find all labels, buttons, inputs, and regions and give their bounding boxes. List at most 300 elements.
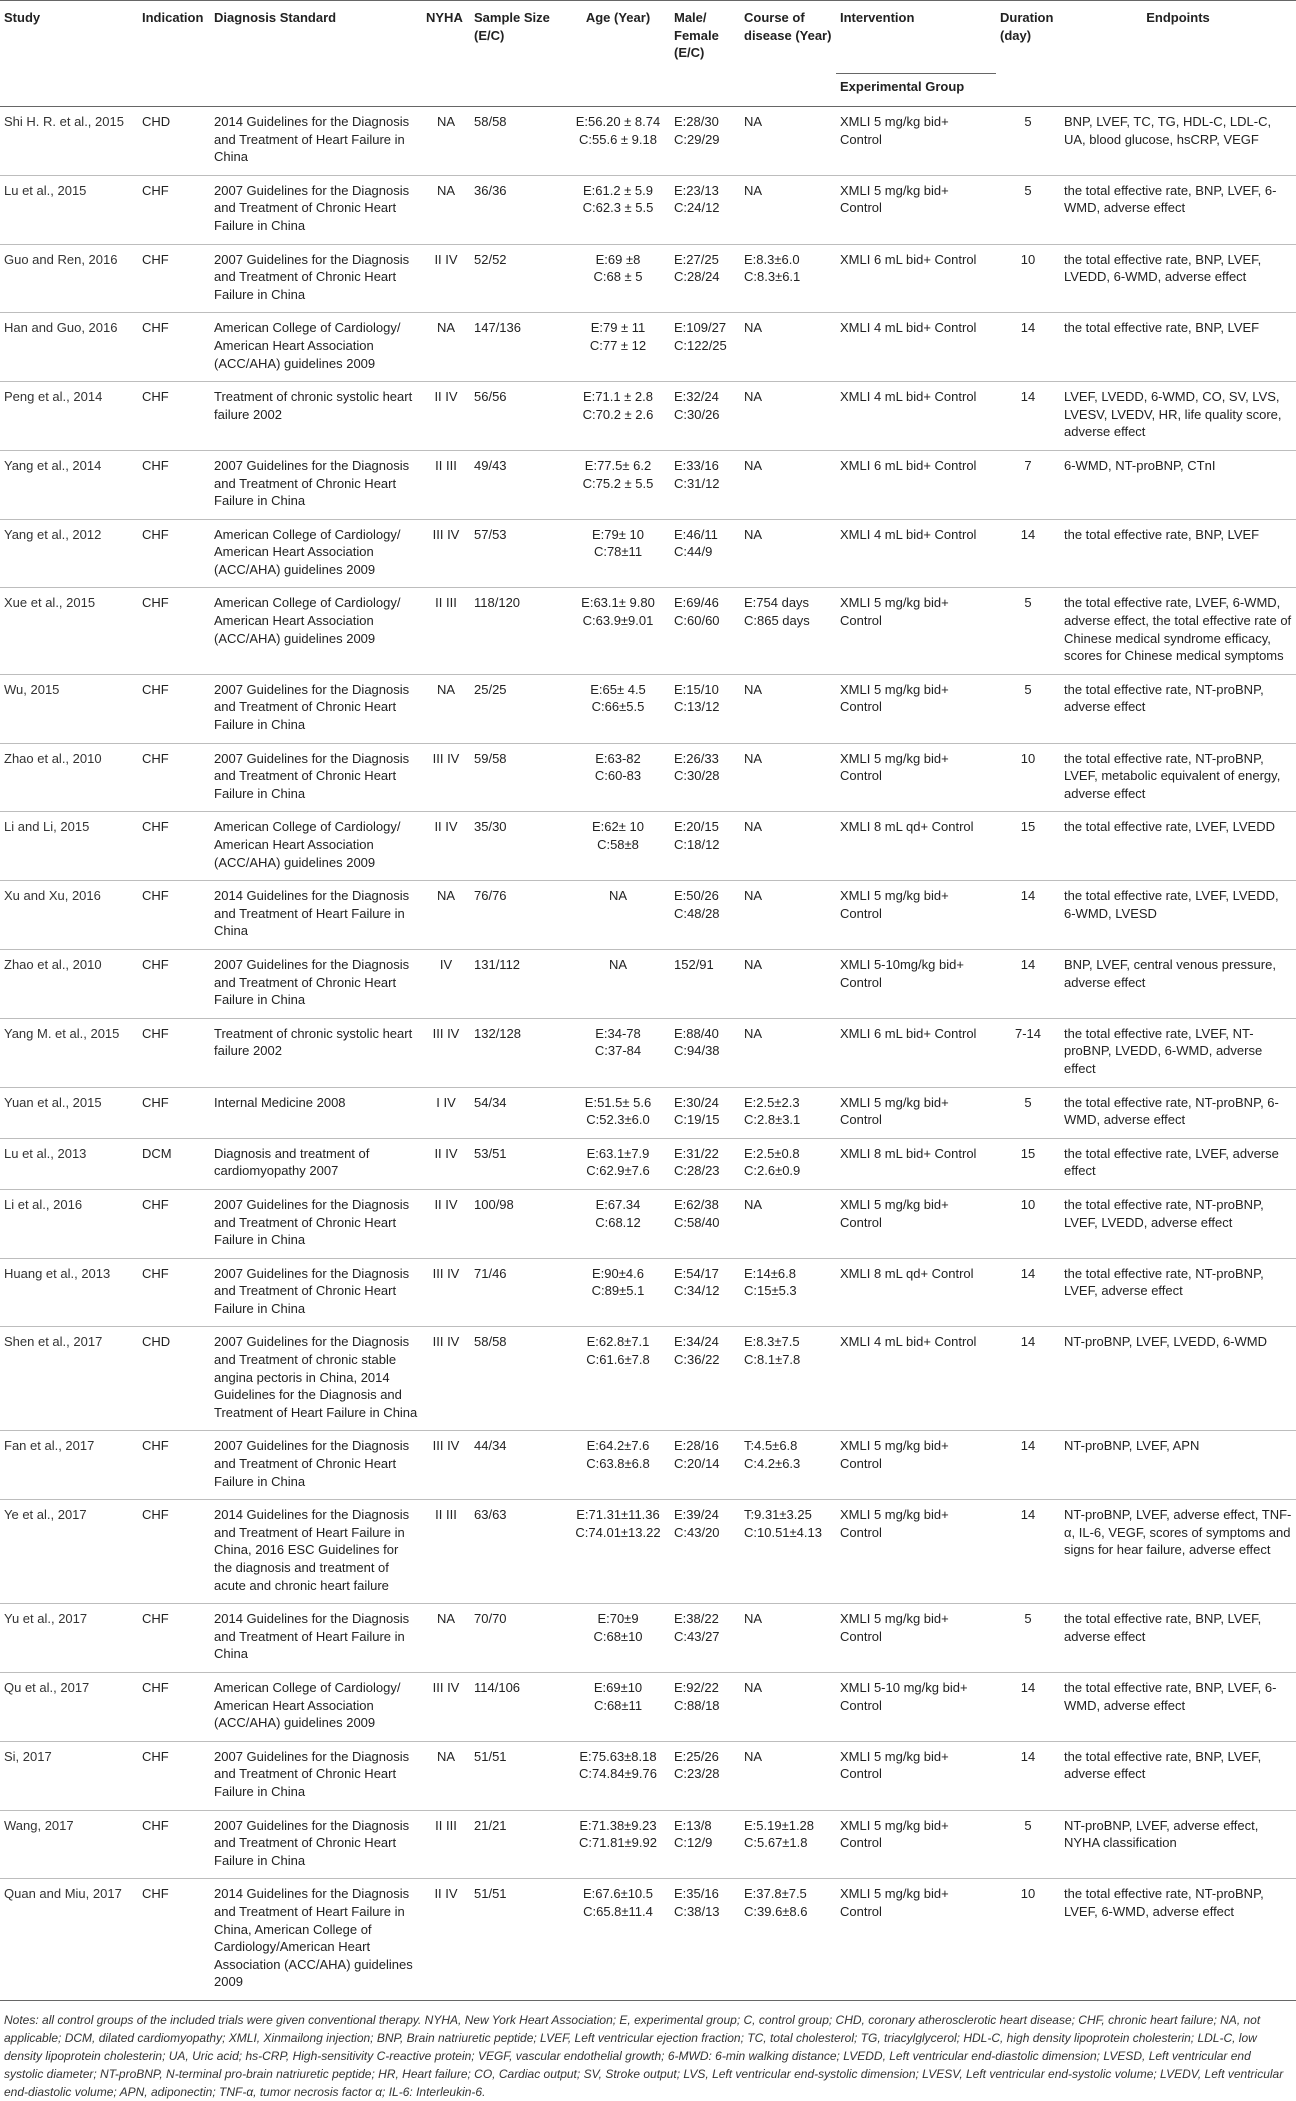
cell-duration: 5 <box>1024 681 1032 697</box>
cell-nyha: II III <box>435 457 457 473</box>
cell-male-female: E:34/24 C:36/22 <box>674 1334 720 1368</box>
cell-course: NA <box>744 819 763 835</box>
cell-endpoints: the total effective rate, BNP, LVEF <box>1064 526 1260 542</box>
cell-indication: CHF <box>142 1748 169 1764</box>
cell-diagnosis: Treatment of chronic systolic heart failure 2002 <box>214 1025 413 1059</box>
cell-intervention: XMLI 5 mg/kg bid+ Control <box>840 1611 949 1644</box>
cell-nyha: II IV <box>434 389 458 405</box>
cell-course: E:2.5±0.8 C:2.6±0.9 <box>744 1145 801 1179</box>
cell-duration: 14 <box>1020 526 1036 542</box>
table-row <box>0 1741 1296 1810</box>
cell-male-female: E:50/26 C:48/28 <box>674 888 720 921</box>
cell-intervention: XMLI 5 mg/kg bid+ Control <box>840 182 949 216</box>
cell-endpoints: the total effective rate, LVEF, LVEDD <box>1064 819 1275 835</box>
cell-age: E:51.5± 5.6 C:52.3±6.0 <box>584 1094 652 1128</box>
cell-diagnosis: 2007 Guidelines for the Diagnosis and Treatment of Chronic Heart Failure in China <box>214 1748 410 1799</box>
cell-duration: 10 <box>1020 750 1036 766</box>
cell-sample-size: 71/46 <box>474 1265 507 1281</box>
cell-study: Shen et al., 2017 <box>4 1334 103 1350</box>
cell-duration: 14 <box>1020 389 1036 405</box>
cell-diagnosis: 2007 Guidelines for the Diagnosis and Treatment of Chronic Heart Failure in China <box>214 1438 410 1489</box>
cell-intervention: XMLI 5-10 mg/kg bid+ Control <box>840 1679 968 1713</box>
cell-age: E:63.1±7.9 C:62.9±7.6 <box>586 1145 650 1179</box>
cell-sample-size: 63/63 <box>474 1507 507 1523</box>
header-intervention: Intervention <box>840 10 915 25</box>
cell-duration: 5 <box>1024 1817 1032 1833</box>
cell-course: NA <box>744 1196 763 1212</box>
cell-endpoints: the total effective rate, BNP, LVEF, 6-WMD, adverse effect <box>1064 1679 1277 1713</box>
cell-male-female: E:23/13 C:24/12 <box>674 182 720 216</box>
cell-male-female: E:35/16 C:38/13 <box>674 1886 720 1919</box>
cell-male-female: E:33/16 C:31/12 <box>674 457 720 491</box>
header-sample: Sample Size (E/C) <box>474 10 550 43</box>
table-row <box>0 743 1296 812</box>
cell-intervention: XMLI 8 mL qd+ Control <box>840 819 974 835</box>
cell-duration: 5 <box>1024 1094 1032 1110</box>
cell-endpoints: the total effective rate, LVEF, LVEDD, 6-WMD, LVESD <box>1064 888 1279 921</box>
cell-intervention: XMLI 5-10mg/kg bid+ Control <box>840 956 964 990</box>
table-row <box>0 519 1296 588</box>
cell-endpoints: the total effective rate, LVEF, NT-proBNP, LVEDD, 6-WMD, adverse effect <box>1064 1025 1263 1076</box>
cell-intervention: XMLI 5 mg/kg bid+ Control <box>840 750 949 784</box>
cell-study: Yang et al., 2012 <box>4 526 102 542</box>
cell-indication: DCM <box>142 1145 172 1161</box>
cell-sample-size: 114/106 <box>474 1679 521 1695</box>
cell-study: Yang et al., 2014 <box>4 457 102 473</box>
cell-course: T:9.31±3.25 C:10.51±4.13 <box>744 1507 822 1540</box>
cell-sample-size: 131/112 <box>474 956 521 972</box>
cell-intervention: XMLI 5 mg/kg bid+ Control <box>840 1438 949 1472</box>
cell-duration: 7 <box>1024 457 1032 473</box>
cell-course: NA <box>744 1679 763 1695</box>
cell-course: E:14±6.8 C:15±5.3 <box>744 1265 797 1299</box>
cell-male-female: E:15/10 C:13/12 <box>674 681 720 715</box>
cell-indication: CHF <box>142 1265 169 1281</box>
table-row <box>0 881 1296 950</box>
cell-endpoints: the total effective rate, NT-proBNP, adverse effect <box>1064 681 1264 715</box>
table-row <box>0 244 1296 313</box>
header-sex: Male/ Female (E/C) <box>674 10 719 61</box>
cell-endpoints: NT-proBNP, LVEF, APN <box>1064 1438 1200 1454</box>
header-age: Age (Year) <box>585 10 651 25</box>
cell-endpoints: LVEF, LVEDD, 6-WMD, CO, SV, LVS, LVESV, LVEDV, HR, life quality score, adverse effect <box>1064 389 1282 440</box>
cell-sample-size: 147/136 <box>474 320 521 336</box>
table-row <box>0 1672 1296 1741</box>
cell-male-female: 152/91 <box>674 956 714 972</box>
cell-nyha: II IV <box>434 819 458 835</box>
cell-age: E:63.1± 9.80 C:63.9±9.01 <box>581 595 655 629</box>
cell-course: NA <box>744 320 763 336</box>
cell-duration: 14 <box>1020 1748 1036 1764</box>
cell-duration: 14 <box>1020 956 1036 972</box>
cell-course: E:8.3±6.0 C:8.3±6.1 <box>744 251 801 285</box>
table-notes: Notes: all control groups of the included trials were given conventional therapy. NYHA, New York Heart Association; E, experimental group; C, control group; CHD, coronary atherosclerotic heart disease; CHF, chronic heart failure; NA, not applicable; DCM, dilated cardiomyopathy; XMLI, Xinmailong injection; BNP, Brain natriuretic peptide; LVEF, Left ventricular ejection fraction; TC, total cholesterol; TG, triacylglycerol; HDL-C, high density lipoprotein cholesterin; LDL-C, low density lipoprotein cholesterin; UA, Uric acid; hs-CRP, High-sensitivity C-reactive protein; VEGF, vascular endothelial growth; 6-MWD: 6-min walking distance; LVEDD, Left ventricular end-diastolic dimension; LVESD, Left ventricular end systolic diameter; NT-proBNP, N-terminal pro-brain natriuretic peptide; HR, Heart failure; CO, Cardiac output; SV, Stroke output; LVS, Left ventricular end-systolic dimension; LVESV, Left ventricular end-systolic volume; LVEDV, Left ventricular end-diastolic volume; APN, adiponectin; TNF-α, tumor necrosis factor α; IL-6: Interleukin-6. <box>4 2012 1284 2099</box>
cell-diagnosis: 2007 Guidelines for the Diagnosis and Treatment of Chronic Heart Failure in China <box>214 1265 410 1316</box>
cell-duration: 5 <box>1024 1611 1032 1627</box>
cell-age: E:67.6±10.5 C:65.8±11.4 <box>582 1886 654 1919</box>
cell-duration: 10 <box>1020 251 1036 267</box>
table-row <box>0 1879 1296 2001</box>
cell-nyha: II IV <box>434 1886 458 1902</box>
cell-male-female: E:26/33 C:30/28 <box>674 750 720 784</box>
cell-nyha: III IV <box>432 526 460 542</box>
cell-course: T:4.5±6.8 C:4.2±6.3 <box>744 1438 801 1472</box>
cell-course: NA <box>744 114 763 129</box>
cell-intervention: XMLI 6 mL bid+ Control <box>840 457 977 473</box>
cell-nyha: III IV <box>432 1334 460 1350</box>
header-experimental-group: Experimental Group <box>836 74 996 107</box>
cell-study: Yuan et al., 2015 <box>4 1094 102 1110</box>
cell-duration: 7-14 <box>1014 1025 1042 1041</box>
cell-sample-size: 36/36 <box>474 182 507 198</box>
cell-intervention: XMLI 4 mL bid+ Control <box>840 320 977 336</box>
cell-intervention: XMLI 4 mL bid+ Control <box>840 1334 977 1350</box>
cell-duration: 5 <box>1024 595 1032 611</box>
cell-study: Lu et al., 2015 <box>4 182 87 198</box>
cell-male-female: E:109/27 C:122/25 <box>674 320 727 353</box>
table-row <box>0 1018 1296 1087</box>
cell-duration: 14 <box>1020 1265 1036 1281</box>
cell-intervention: XMLI 8 mL bid+ Control <box>840 1145 977 1161</box>
cell-nyha: III IV <box>432 1679 460 1695</box>
cell-intervention: XMLI 5 mg/kg bid+ Control <box>840 888 949 921</box>
cell-male-female: E:69/46 C:60/60 <box>674 595 720 629</box>
cell-nyha: NA <box>436 182 456 198</box>
table-row <box>0 1138 1296 1189</box>
cell-sample-size: 58/58 <box>474 114 507 129</box>
cell-male-female: E:92/22 C:88/18 <box>674 1679 720 1713</box>
cell-intervention: XMLI 5 mg/kg bid+ Control <box>840 1196 949 1230</box>
cell-nyha: NA <box>436 114 456 129</box>
cell-course: E:37.8±7.5 C:39.6±8.6 <box>744 1886 808 1919</box>
cell-intervention: XMLI 4 mL bid+ Control <box>840 389 977 405</box>
cell-duration: 10 <box>1020 1196 1036 1212</box>
cell-course: E:5.19±1.28 C:5.67±1.8 <box>744 1817 815 1851</box>
cell-study: Si, 2017 <box>4 1748 52 1764</box>
cell-male-female: E:46/11 C:44/9 <box>674 526 718 560</box>
cell-course: E:754 days C:865 days <box>744 595 810 629</box>
cell-age: E:69±10 C:68±11 <box>593 1679 643 1713</box>
cell-course: NA <box>744 457 763 473</box>
cell-duration: 14 <box>1020 1507 1036 1523</box>
cell-duration: 14 <box>1020 320 1036 336</box>
cell-intervention: XMLI 5 mg/kg bid+ Control <box>840 1886 949 1919</box>
cell-intervention: XMLI 5 mg/kg bid+ Control <box>840 1817 949 1851</box>
cell-endpoints: the total effective rate, BNP, LVEF <box>1064 320 1260 336</box>
cell-sample-size: 132/128 <box>474 1025 521 1041</box>
cell-indication: CHF <box>142 1507 169 1523</box>
cell-age: E:56.20 ± 8.74 C:55.6 ± 9.18 <box>575 114 661 147</box>
cell-sample-size: 118/120 <box>474 595 521 611</box>
cell-endpoints: BNP, LVEF, TC, TG, HDL-C, LDL-C, UA, blood glucose, hsCRP, VEGF <box>1064 114 1272 147</box>
cell-endpoints: the total effective rate, BNP, LVEF, LVEDD, 6-WMD, adverse effect <box>1064 251 1262 285</box>
cell-male-female: E:28/16 C:20/14 <box>674 1438 720 1472</box>
cell-diagnosis: 2014 Guidelines for the Diagnosis and Treatment of Heart Failure in China <box>214 114 410 165</box>
cell-sample-size: 54/34 <box>474 1094 507 1110</box>
cell-intervention: XMLI 5 mg/kg bid+ Control <box>840 1748 949 1782</box>
cell-indication: CHF <box>142 1094 169 1110</box>
cell-sample-size: 21/21 <box>474 1817 507 1833</box>
cell-indication: CHD <box>142 114 171 129</box>
cell-diagnosis: 2014 Guidelines for the Diagnosis and Treatment of Heart Failure in China, American College of Cardiology/American Heart Association (ACC/AHA) guidelines 2009 <box>214 1886 413 1990</box>
cell-diagnosis: American College of Cardiology/ American Heart Association (ACC/AHA) guidelines 2009 <box>214 526 401 577</box>
cell-sample-size: 49/43 <box>474 457 507 473</box>
table-row <box>0 175 1296 244</box>
cell-age: E:65± 4.5 C:66±5.5 <box>590 681 646 715</box>
cell-male-female: E:30/24 C:19/15 <box>674 1094 720 1128</box>
cell-study: Wu, 2015 <box>4 681 60 697</box>
table-row <box>0 812 1296 881</box>
cell-indication: CHF <box>142 1025 169 1041</box>
cell-study: Qu et al., 2017 <box>4 1679 90 1695</box>
cell-diagnosis: 2007 Guidelines for the Diagnosis and Treatment of Chronic Heart Failure in China <box>214 182 410 233</box>
cell-study: Li and Li, 2015 <box>4 819 90 835</box>
header-duration: Duration (day) <box>1000 10 1054 43</box>
cell-age: NA <box>608 956 628 972</box>
cell-age: E:34-78 C:37-84 <box>594 1025 642 1059</box>
cell-male-female: E:20/15 C:18/12 <box>674 819 720 852</box>
cell-indication: CHF <box>142 526 169 542</box>
cell-study: Li et al., 2016 <box>4 1196 83 1212</box>
cell-intervention: XMLI 5 mg/kg bid+ Control <box>840 1507 949 1540</box>
cell-course: NA <box>744 526 763 542</box>
cell-study: Lu et al., 2013 <box>4 1145 87 1161</box>
cell-course: NA <box>744 1025 763 1041</box>
cell-duration: 14 <box>1020 1679 1036 1695</box>
table-row <box>0 382 1296 451</box>
cell-indication: CHF <box>142 888 169 904</box>
table-body <box>0 107 1296 2001</box>
cell-intervention: XMLI 5 mg/kg bid+ Control <box>840 595 949 629</box>
cell-study: Han and Guo, 2016 <box>4 320 118 336</box>
table-row <box>0 949 1296 1018</box>
cell-nyha: NA <box>436 681 456 697</box>
cell-diagnosis: Diagnosis and treatment of cardiomyopathy 2007 <box>214 1145 370 1179</box>
cell-endpoints: the total effective rate, NT-proBNP, LVEF, metabolic equivalent of energy, adverse effect <box>1064 750 1281 801</box>
cell-diagnosis: 2007 Guidelines for the Diagnosis and Treatment of chronic stable angina pectoris in China, 2014 Guidelines for the Diagnosis and Treatment of Heart Failure in China <box>214 1334 418 1420</box>
table-row <box>0 1258 1296 1327</box>
cell-sample-size: 51/51 <box>474 1886 507 1902</box>
cell-sample-size: 59/58 <box>474 750 507 766</box>
cell-nyha: III IV <box>432 1265 460 1281</box>
cell-male-female: E:13/8 C:12/9 <box>674 1817 713 1851</box>
cell-male-female: E:54/17 C:34/12 <box>674 1265 720 1299</box>
table-row <box>0 1604 1296 1673</box>
cell-male-female: E:27/25 C:28/24 <box>674 251 720 285</box>
cell-male-female: E:39/24 C:43/20 <box>674 1507 720 1540</box>
cell-intervention: XMLI 8 mL qd+ Control <box>840 1265 974 1281</box>
cell-nyha: III IV <box>432 750 460 766</box>
cell-duration: 15 <box>1020 819 1036 835</box>
cell-indication: CHF <box>142 389 169 405</box>
cell-indication: CHF <box>142 1817 169 1833</box>
cell-diagnosis: American College of Cardiology/ American Heart Association (ACC/AHA) guidelines 2009 <box>214 595 401 646</box>
cell-age: E:64.2±7.6 C:63.8±6.8 <box>586 1438 650 1472</box>
cell-study: Fan et al., 2017 <box>4 1438 95 1454</box>
cell-indication: CHF <box>142 819 169 835</box>
cell-study: Huang et al., 2013 <box>4 1265 111 1281</box>
cell-indication: CHF <box>142 595 169 611</box>
cell-male-female: E:88/40 C:94/38 <box>674 1025 720 1059</box>
cell-age: E:62.8±7.1 C:61.6±7.8 <box>586 1334 650 1368</box>
table-row <box>0 313 1296 382</box>
cell-study: Zhao et al., 2010 <box>4 956 102 972</box>
cell-endpoints: NT-proBNP, LVEF, adverse effect, TNF-α, IL-6, VEGF, scores of symptoms and signs for hear failure, adverse effect <box>1064 1507 1292 1558</box>
cell-age: E:90±4.6 C:89±5.1 <box>591 1265 645 1299</box>
cell-nyha: II IV <box>434 1145 458 1161</box>
cell-indication: CHF <box>142 956 169 972</box>
cell-indication: CHD <box>142 1334 171 1350</box>
cell-diagnosis: American College of Cardiology/ American Heart Association (ACC/AHA) guidelines 2009 <box>214 819 401 870</box>
cell-diagnosis: Internal Medicine 2008 <box>214 1094 346 1110</box>
cell-endpoints: BNP, LVEF, central venous pressure, adverse effect <box>1064 956 1276 990</box>
cell-age: E:63-82 C:60-83 <box>594 750 642 784</box>
cell-duration: 5 <box>1024 114 1032 129</box>
cell-sample-size: 35/30 <box>474 819 507 835</box>
table-row <box>0 1500 1296 1604</box>
cell-nyha: NA <box>436 320 456 336</box>
cell-age: E:62± 10 C:58±8 <box>592 819 644 852</box>
cell-diagnosis: Treatment of chronic systolic heart failure 2002 <box>214 389 413 422</box>
cell-age: NA <box>608 888 628 904</box>
cell-diagnosis: 2007 Guidelines for the Diagnosis and Treatment of Chronic Heart Failure in China <box>214 956 410 1008</box>
cell-study: Quan and Miu, 2017 <box>4 1886 122 1902</box>
cell-diagnosis: American College of Cardiology/ American Heart Association (ACC/AHA) guidelines 2009 <box>214 1679 401 1731</box>
cell-indication: CHF <box>142 1886 169 1902</box>
cell-endpoints: the total effective rate, NT-proBNP, LVEF, adverse effect <box>1064 1265 1264 1299</box>
cell-diagnosis: 2007 Guidelines for the Diagnosis and Treatment of Chronic Heart Failure in China <box>214 1196 410 1248</box>
cell-age: E:75.63±8.18 C:74.84±9.76 <box>579 1748 657 1782</box>
cell-male-female: E:32/24 C:30/26 <box>674 389 720 422</box>
cell-endpoints: NT-proBNP, LVEF, adverse effect, NYHA classification <box>1064 1817 1259 1851</box>
cell-course: E:8.3±7.5 C:8.1±7.8 <box>744 1334 801 1368</box>
cell-duration: 14 <box>1020 888 1036 904</box>
cell-age: E:79 ± 11 C:77 ± 12 <box>589 320 647 353</box>
cell-sample-size: 76/76 <box>474 888 507 904</box>
cell-study: Peng et al., 2014 <box>4 389 103 405</box>
cell-nyha: II IV <box>434 1196 458 1212</box>
cell-nyha: III IV <box>432 1025 460 1041</box>
cell-nyha: IV <box>439 956 453 972</box>
table-row <box>0 1810 1296 1879</box>
cell-sample-size: 70/70 <box>474 1611 507 1627</box>
cell-endpoints: NT-proBNP, LVEF, LVEDD, 6-WMD <box>1064 1334 1267 1350</box>
cell-sample-size: 53/51 <box>474 1145 507 1161</box>
cell-sample-size: 56/56 <box>474 389 507 405</box>
cell-course: NA <box>744 389 763 405</box>
cell-age: E:71.31±11.36 C:74.01±13.22 <box>575 1507 661 1540</box>
cell-intervention: XMLI 5 mg/kg bid+ Control <box>840 114 949 147</box>
table-row <box>0 450 1296 519</box>
cell-male-female: E:28/30 C:29/29 <box>674 114 720 147</box>
cell-endpoints: the total effective rate, BNP, LVEF, 6-WMD, adverse effect <box>1064 182 1277 216</box>
cell-intervention: XMLI 6 mL bid+ Control <box>840 251 977 267</box>
cell-indication: CHF <box>142 681 169 697</box>
cell-endpoints: the total effective rate, BNP, LVEF, adverse effect <box>1064 1611 1262 1644</box>
cell-duration: 14 <box>1020 1334 1036 1350</box>
table-row <box>0 1327 1296 1431</box>
cell-nyha: NA <box>436 1748 456 1764</box>
cell-indication: CHF <box>142 457 169 473</box>
cell-intervention: XMLI 6 mL bid+ Control <box>840 1025 977 1041</box>
cell-sample-size: 100/98 <box>474 1196 514 1212</box>
cell-intervention: XMLI 5 mg/kg bid+ Control <box>840 681 949 715</box>
cell-age: E:70±9 C:68±10 <box>593 1611 643 1644</box>
cell-study: Yu et al., 2017 <box>4 1611 88 1627</box>
table-row <box>0 588 1296 674</box>
cell-sample-size: 52/52 <box>474 251 507 267</box>
cell-endpoints: the total effective rate, NT-proBNP, 6-WMD, adverse effect <box>1064 1094 1279 1128</box>
cell-endpoints: the total effective rate, LVEF, adverse effect <box>1064 1145 1279 1179</box>
cell-age: E:67.34 C:68.12 <box>595 1196 641 1230</box>
cell-diagnosis: 2014 Guidelines for the Diagnosis and Treatment of Heart Failure in China, 2016 ESC Guidelines for the diagnosis and treatment of acute and chronic heart failure <box>214 1507 410 1593</box>
table-row <box>0 1189 1296 1258</box>
cell-course: NA <box>744 956 763 972</box>
cell-course: NA <box>744 182 763 198</box>
cell-indication: CHF <box>142 320 169 336</box>
header-endpoints: Endpoints <box>1146 10 1210 25</box>
cell-indication: CHF <box>142 1196 169 1212</box>
cell-male-female: E:31/22 C:28/23 <box>674 1145 720 1179</box>
cell-age: E:79± 10 C:78±11 <box>592 526 644 560</box>
cell-age: E:77.5± 6.2 C:75.2 ± 5.5 <box>582 457 654 491</box>
cell-diagnosis: 2014 Guidelines for the Diagnosis and Treatment of Heart Failure in China <box>214 888 410 939</box>
cell-duration: 5 <box>1024 182 1032 198</box>
cell-sample-size: 25/25 <box>474 681 507 697</box>
cell-nyha: III IV <box>432 1438 460 1454</box>
cell-endpoints: the total effective rate, BNP, LVEF, adverse effect <box>1064 1748 1262 1782</box>
header-nyha: NYHA <box>426 10 463 25</box>
cell-nyha: II IV <box>434 251 458 267</box>
cell-age: E:71.38±9.23 C:71.81±9.92 <box>579 1817 657 1851</box>
cell-course: NA <box>744 681 763 697</box>
cell-sample-size: 57/53 <box>474 526 507 542</box>
cell-endpoints: the total effective rate, LVEF, 6-WMD, adverse effect, the total effective rate of Chinese medical syndrome efficacy, scores for Chinese medical symptoms <box>1064 595 1292 664</box>
cell-course: NA <box>744 1748 763 1764</box>
cell-sample-size: 51/51 <box>474 1748 507 1764</box>
cell-study: Ye et al., 2017 <box>4 1507 87 1523</box>
cell-intervention: XMLI 4 mL bid+ Control <box>840 526 977 542</box>
cell-study: Shi H. R. et al., 2015 <box>4 114 124 129</box>
cell-endpoints: the total effective rate, NT-proBNP, LVEF, 6-WMD, adverse effect <box>1064 1886 1264 1919</box>
cell-study: Guo and Ren, 2016 <box>4 251 118 267</box>
cell-male-female: E:62/38 C:58/40 <box>674 1196 720 1230</box>
cell-nyha: II III <box>435 1817 457 1833</box>
cell-indication: CHF <box>142 1611 169 1627</box>
cell-diagnosis: 2007 Guidelines for the Diagnosis and Treatment of Chronic Heart Failure in China <box>214 457 410 509</box>
cell-nyha: NA <box>436 1611 456 1627</box>
cell-endpoints: 6-WMD, NT-proBNP, CTnI <box>1064 457 1216 473</box>
cell-duration: 14 <box>1020 1438 1036 1454</box>
cell-study: Xue et al., 2015 <box>4 595 96 611</box>
cell-study: Xu and Xu, 2016 <box>4 888 101 904</box>
cell-study: Zhao et al., 2010 <box>4 750 102 766</box>
cell-sample-size: 58/58 <box>474 1334 507 1350</box>
table-row <box>0 674 1296 743</box>
cell-study: Yang M. et al., 2015 <box>4 1025 120 1041</box>
cell-intervention: XMLI 5 mg/kg bid+ Control <box>840 1094 949 1128</box>
table-row <box>0 1431 1296 1500</box>
cell-diagnosis: 2007 Guidelines for the Diagnosis and Treatment of Chronic Heart Failure in China <box>214 251 410 302</box>
cell-sample-size: 44/34 <box>474 1438 507 1454</box>
cell-course: NA <box>744 1611 763 1627</box>
table-row <box>0 107 1296 176</box>
header-diagnosis: Diagnosis Standard <box>214 10 337 25</box>
cell-diagnosis: 2007 Guidelines for the Diagnosis and Treatment of Chronic Heart Failure in China <box>214 750 410 801</box>
header-indication: Indication <box>142 10 204 25</box>
cell-nyha: NA <box>436 888 456 904</box>
cell-course: E:2.5±2.3 C:2.8±3.1 <box>744 1094 801 1128</box>
